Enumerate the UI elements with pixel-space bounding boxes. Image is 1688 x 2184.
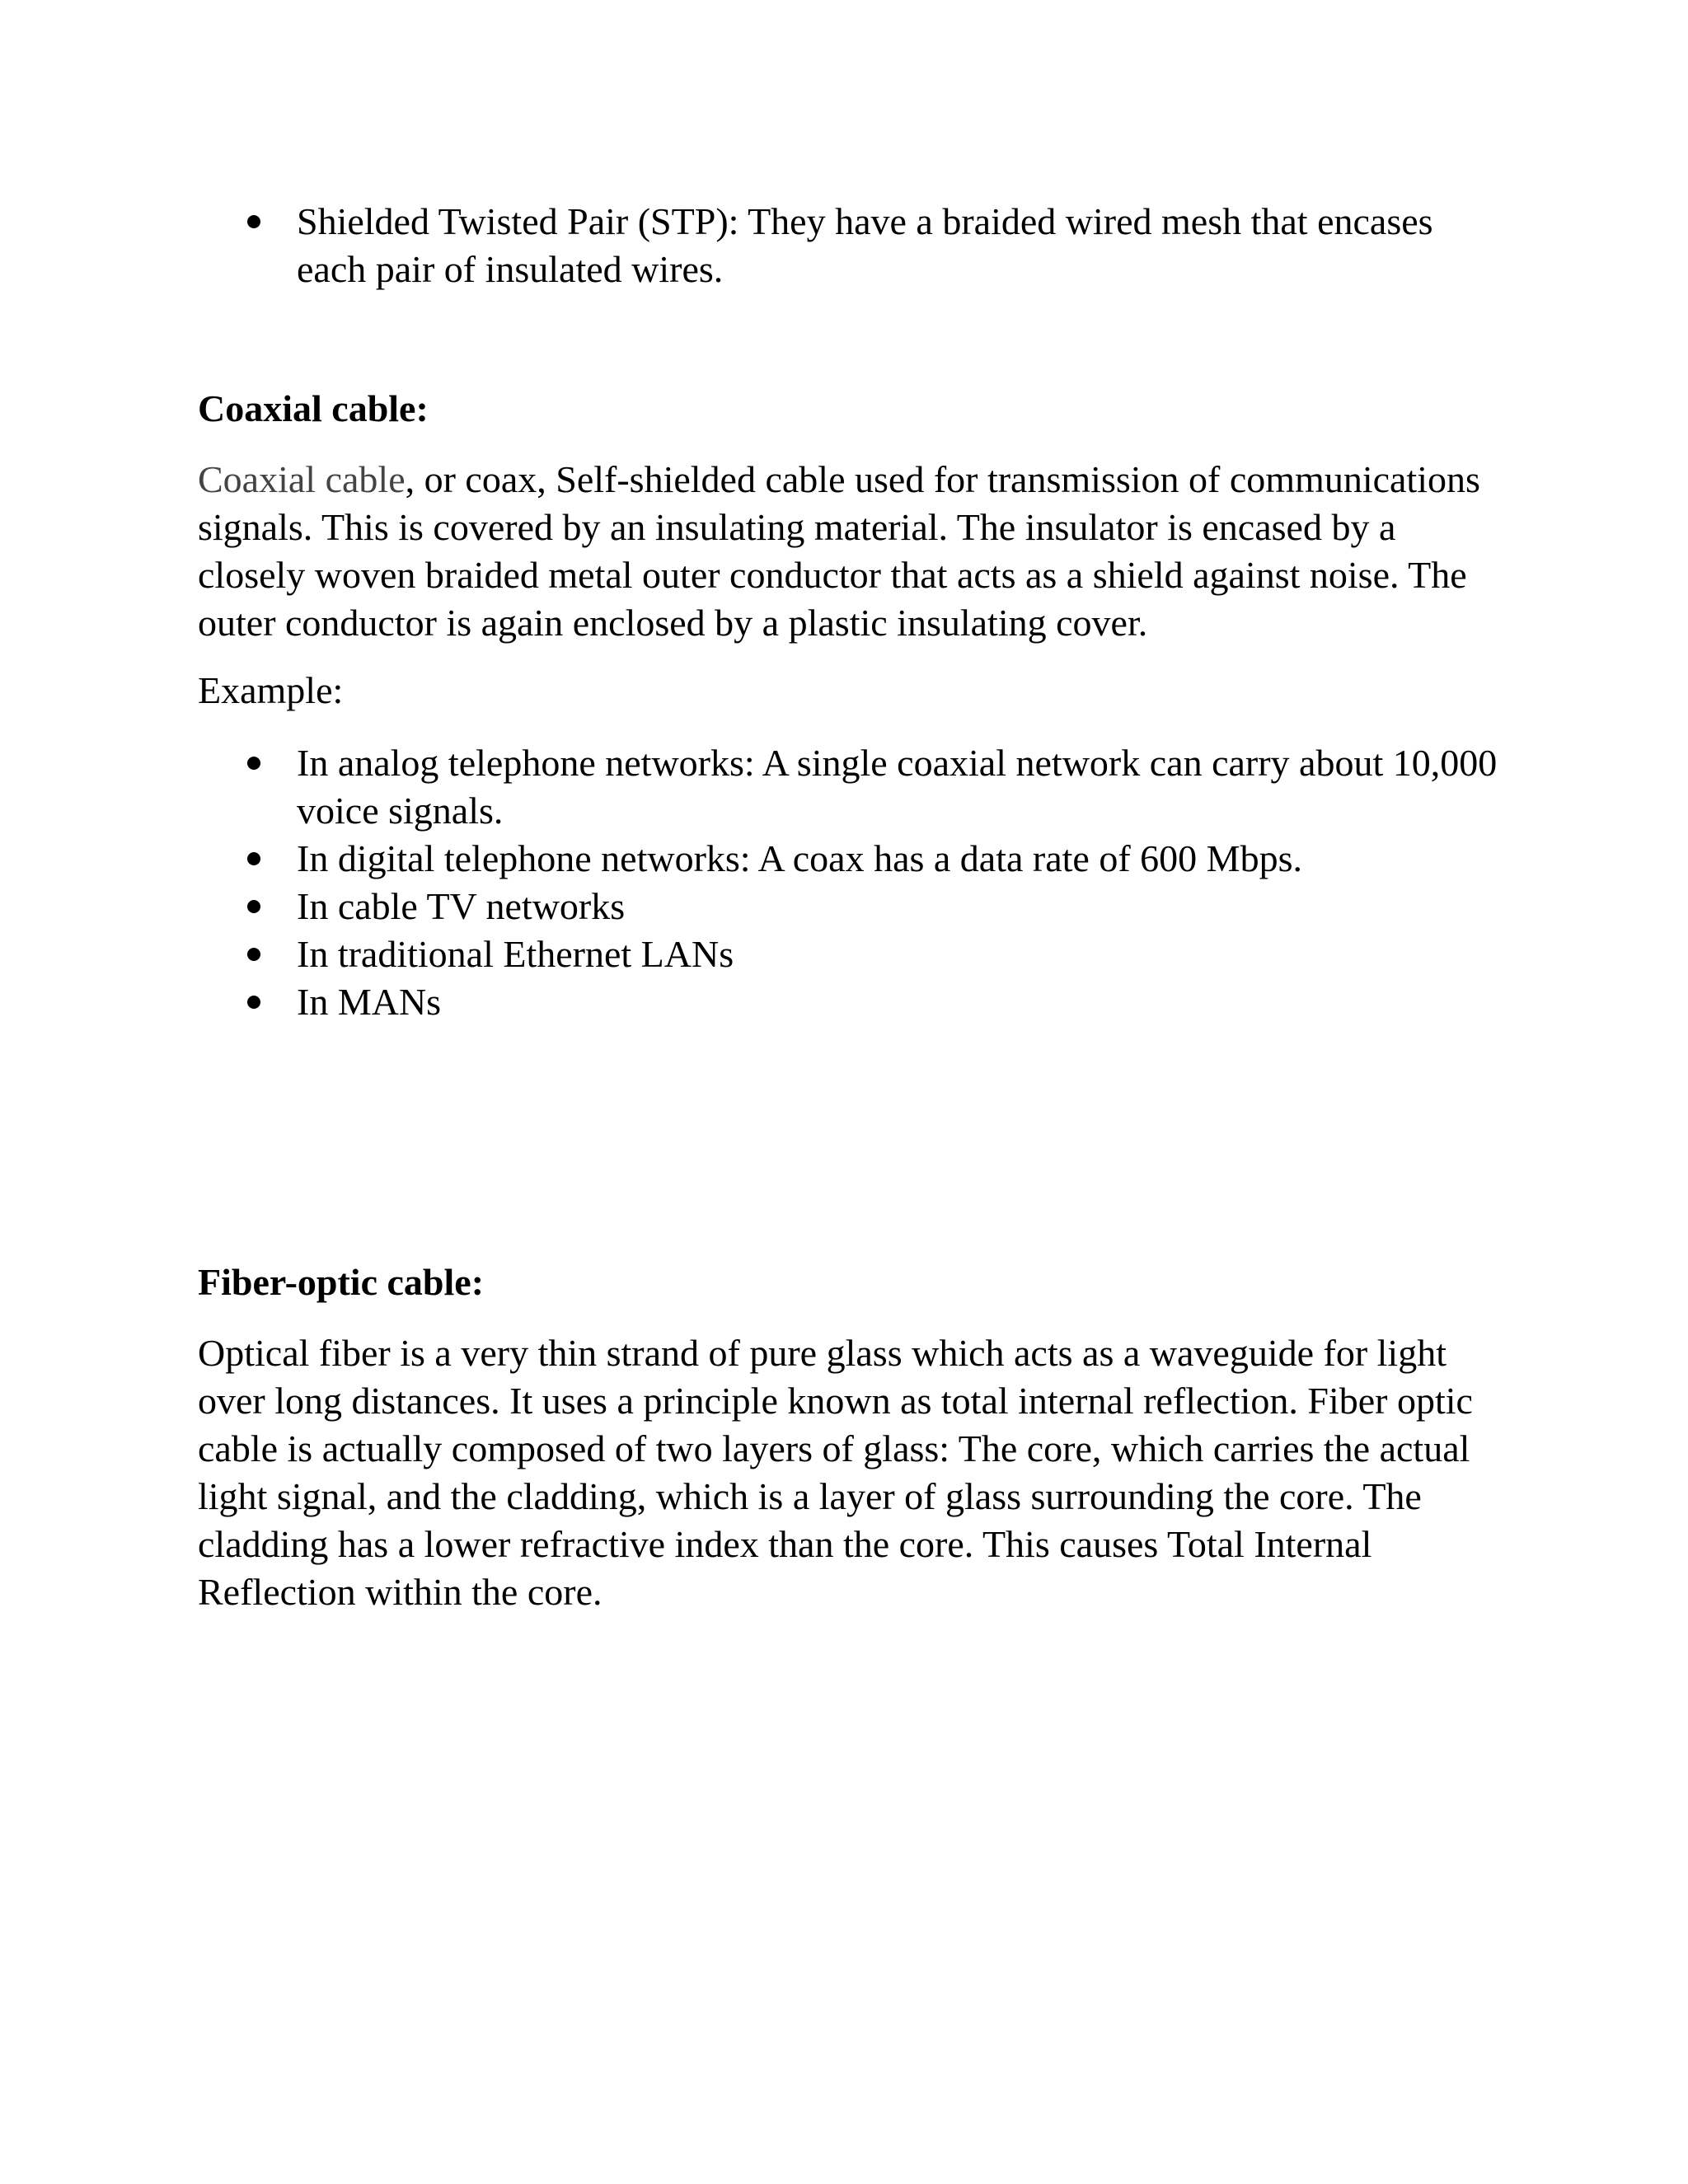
fiber-optic-heading: Fiber-optic cable:: [198, 1261, 485, 1303]
bullet-icon: [247, 996, 260, 1009]
list-item: [198, 835, 1500, 883]
coaxial-examples-list: [198, 739, 1500, 1026]
list-item: [198, 883, 1500, 930]
coaxial-heading: Coaxial cable:: [198, 387, 429, 429]
list-item-text: In traditional Ethernet LANs: [297, 933, 734, 975]
list-item-text: In MANs: [297, 981, 442, 1023]
bullet-icon: [247, 215, 260, 228]
coaxial-cable-link[interactable]: Coaxial cable: [198, 458, 406, 500]
coaxial-paragraph: [198, 456, 1500, 647]
bullet-icon: [247, 900, 260, 913]
fiber-optic-paragraph: Optical fiber is a very thin strand of pure glass which acts as a waveguide for light over long distances. It uses a principle known as total internal reflection. Fiber optic cable is actually composed of two layers of glass: The core, which carries the actual light signal, and the cladding, which is a layer of glass surrounding the core. The cladding has a lower refractive index than the core. This causes Total Internal Reflection within the core.: [198, 1332, 1473, 1613]
list-item-text: In cable TV networks: [297, 885, 626, 927]
list-item: [198, 978, 1500, 1026]
example-label: Example:: [198, 669, 344, 711]
list-item: [198, 930, 1500, 978]
bullet-icon: [247, 757, 260, 770]
list-item-text: In digital telephone networks: A coax has a data rate of 600 Mbps.: [297, 837, 1302, 879]
list-item-text: Shielded Twisted Pair (STP): They have a braided wired mesh that encases each pair of insulated wires.: [297, 200, 1433, 290]
bullet-icon: [247, 852, 260, 865]
bullet-icon: [247, 948, 260, 961]
list-item: [198, 198, 1500, 293]
coaxial-paragraph-text: , or coax, Self-shielded cable used for transmission of communications signals. This is covered by an insulating material. The insulator is encased by a closely woven braided metal outer conductor that acts as a shield against noise. The outer conductor is again enclosed by a plastic insulating cover.: [198, 458, 1480, 644]
list-item-text: In analog telephone networks: A single coaxial network can carry about 10,000 voice signals.: [297, 742, 1498, 832]
stp-bullet-list: [198, 198, 1500, 293]
list-item: [198, 739, 1500, 835]
